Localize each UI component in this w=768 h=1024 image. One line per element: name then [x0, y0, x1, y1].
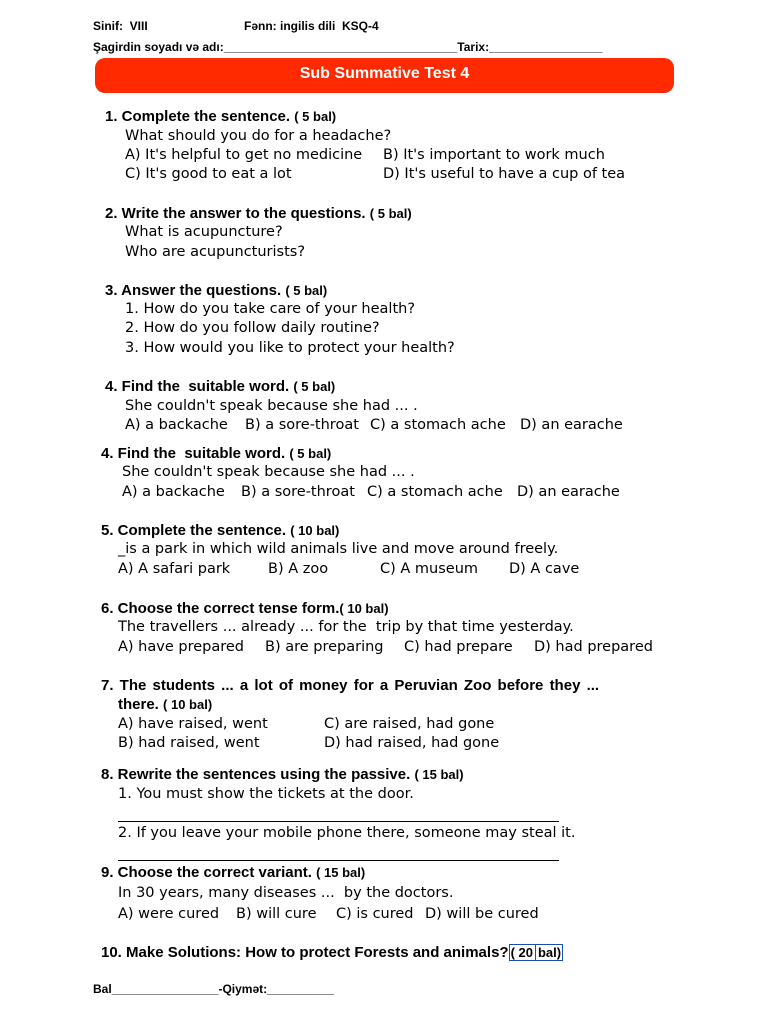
question-4b-title: 4. Find the suitable word. ( 5 bal): [101, 445, 332, 462]
question-10-points: ( 20 bal): [510, 945, 562, 960]
header-student-name-date: Şagirdin soyadı və adı:___________________________________Tarix:_________________: [93, 40, 603, 54]
question-3-line-1: 1. How do you take care of your health?: [125, 301, 416, 317]
question-5-prompt: _is a park in which wild animals live and move around freely.: [118, 541, 559, 557]
question-9-title: 9. Choose the correct variant. ( 15 bal): [101, 864, 366, 881]
question-5-option-a: A) A safari park: [118, 561, 231, 577]
question-3-line-3: 3. How would you like to protect your health?: [125, 340, 455, 356]
question-4-prompt: She couldn't speak because she had ... .: [125, 398, 418, 414]
question-1-prompt: What should you do for a headache?: [125, 128, 392, 144]
question-6-option-d: D) had prepared: [534, 639, 653, 655]
question-4-option-b: B) a sore-throat: [245, 417, 359, 433]
question-4-points: ( 5 bal): [293, 379, 336, 394]
question-2-line-2: Who are acupuncturists?: [125, 244, 306, 260]
question-1-title: 1. Complete the sentence. ( 5 bal): [105, 108, 337, 125]
question-7-option-b: B) had raised, went: [118, 735, 260, 751]
header-subject: Fənn: ingilis dili KSQ-4: [244, 19, 379, 33]
question-6-points: ( 10 bal): [339, 601, 389, 616]
question-4b-option-d: D) an earache: [517, 484, 620, 500]
question-9-option-c: C) is cured: [336, 906, 414, 922]
question-4b-points: ( 5 bal): [289, 446, 332, 461]
question-9-option-d: D) will be cured: [425, 906, 539, 922]
question-8-line-1: 1. You must show the tickets at the door.: [118, 786, 414, 802]
question-5-option-b: B) A zoo: [268, 561, 329, 577]
footer-score-grade: Bal________________-Qiymət:__________: [93, 982, 334, 996]
question-7-option-c: C) are raised, had gone: [324, 716, 495, 732]
question-1-option-d: D) It's useful to have a cup of tea: [383, 166, 626, 182]
question-5-title: 5. Complete the sentence. ( 10 bal): [101, 522, 340, 539]
question-6-prompt: The travellers ... already ... for the trip by that time yesterday.: [118, 619, 574, 635]
question-1-option-a: A) It's helpful to get no medicine: [125, 147, 363, 163]
question-6-option-c: C) had prepare: [404, 639, 513, 655]
question-5-option-c: C) A museum: [380, 561, 479, 577]
question-4b-option-a: A) a backache: [122, 484, 225, 500]
question-4b-option-c: C) a stomach ache: [367, 484, 503, 500]
question-2-title: 2. Write the answer to the questions. ( 5 bal): [105, 205, 412, 222]
test-title-banner: Sub Summative Test 4: [95, 58, 674, 93]
question-8-answer-line-2: [118, 860, 559, 861]
header-grade: Sinif: VIII: [93, 19, 148, 33]
question-9-option-a: A) were cured: [118, 906, 220, 922]
question-6-option-b: B) are preparing: [265, 639, 384, 655]
question-7-points: ( 10 bal): [163, 697, 213, 712]
question-3-title: 3. Answer the questions. ( 5 bal): [105, 282, 328, 299]
question-4-title: 4. Find the suitable word. ( 5 bal): [105, 378, 336, 395]
question-1-option-b: B) It's important to work much: [383, 147, 605, 163]
question-1-option-c: C) It's good to eat a lot: [125, 166, 292, 182]
question-6-title: 6. Choose the correct tense form.( 10 bal): [101, 600, 389, 617]
question-4b-option-b: B) a sore-throat: [241, 484, 355, 500]
question-4-option-d: D) an earache: [520, 417, 623, 433]
question-2-points: ( 5 bal): [369, 206, 412, 221]
question-8-points: ( 15 bal): [414, 767, 464, 782]
question-10-title: 10. Make Solutions: How to protect Forests and animals? ( 20 bal): [101, 944, 562, 961]
question-5-option-d: D) A cave: [509, 561, 580, 577]
question-4-option-a: A) a backache: [125, 417, 228, 433]
question-3-line-2: 2. How do you follow daily routine?: [125, 320, 380, 336]
question-8-title: 8. Rewrite the sentences using the passive. ( 15 bal): [101, 766, 464, 783]
question-4-option-c: C) a stomach ache: [370, 417, 506, 433]
question-9-points: ( 15 bal): [316, 865, 366, 880]
question-8-line-2: 2. If you leave your mobile phone there, someone may steal it.: [118, 825, 576, 841]
question-4b-prompt: She couldn't speak because she had ... .: [122, 464, 415, 480]
question-9-prompt: In 30 years, many diseases ... by the doctors.: [118, 885, 454, 901]
question-7-title: 7. The students ... a lot of money for a Peruvian Zoo before they ...: [101, 677, 600, 694]
question-6-option-a: A) have prepared: [118, 639, 244, 655]
question-5-points: ( 10 bal): [290, 523, 340, 538]
question-8-answer-line-1: [118, 821, 559, 822]
question-3-points: ( 5 bal): [285, 283, 328, 298]
question-9-option-b: B) will cure: [236, 906, 317, 922]
question-7-option-d: D) had raised, had gone: [324, 735, 500, 751]
question-7-title-cont: there. ( 10 bal): [118, 696, 213, 713]
question-7-option-a: A) have raised, went: [118, 716, 268, 732]
question-2-line-1: What is acupuncture?: [125, 224, 283, 240]
question-1-points: ( 5 bal): [294, 109, 337, 124]
